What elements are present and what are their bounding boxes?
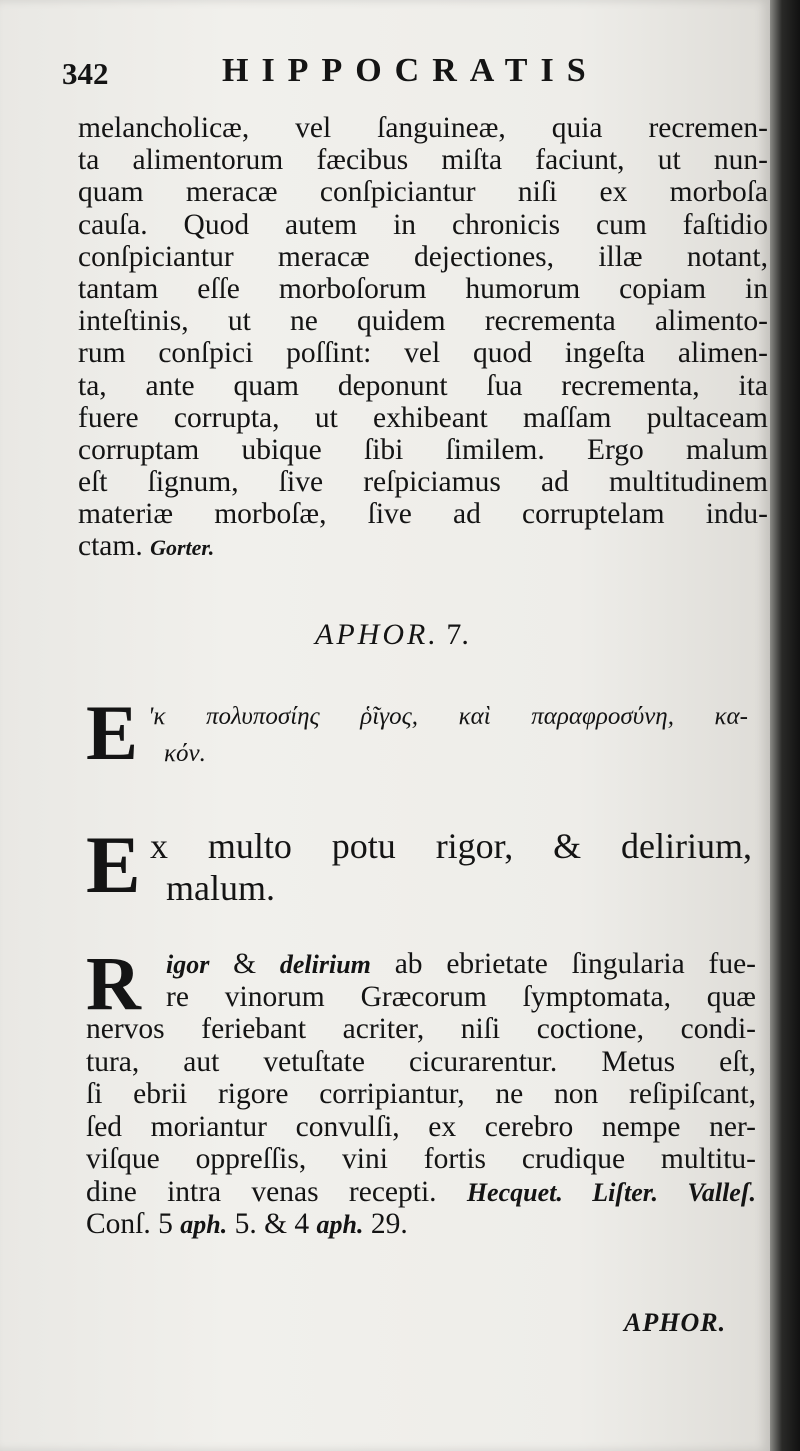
commentary-paragraph (86, 942, 757, 1241)
continuation-paragraph (78, 112, 768, 563)
latin-line: x multo potu rigor, & delirium, (150, 826, 752, 866)
text-line: tantam eſſe morboſorum humorum copiam in (78, 272, 768, 305)
commentary-line (166, 948, 756, 981)
commentary-line-last (86, 1208, 756, 1241)
commentary-line (86, 1176, 756, 1209)
citations: Hecquet. Liſter. Valleſ. (466, 1177, 757, 1207)
aphorism-heading-number: 7. (446, 618, 469, 651)
citation-aph: aph. (316, 1210, 364, 1239)
book-spine-edge (770, 0, 800, 1451)
text-line: corruptam ubique ſibi ſimilem. Ergo malum (78, 433, 768, 466)
commentary-line: viſque oppreſſis, vini fortis crudique multitu- (86, 1143, 756, 1175)
running-title: HIPPOCRATIS (222, 52, 599, 89)
greek-drop-cap: E (86, 689, 139, 776)
italic-term: igor (166, 950, 210, 979)
commentary-line: nervos feriebant acriter, niſi coctione, condi- (86, 1013, 756, 1045)
citation-conf: Conſ. (86, 1208, 151, 1240)
latin-aphorism (86, 819, 756, 916)
text-line: conſpiciantur meracæ dejectiones, illæ notant, (78, 240, 768, 273)
commentary-text: 5. & 4 (227, 1208, 317, 1240)
aphorism-heading (315, 618, 469, 652)
commentary-line: tura, aut vetuſtate cicurarentur. Metus eſt, (86, 1045, 756, 1078)
page-header (62, 52, 752, 92)
text-line: fuere corrupta, ut exhibeant maſſam pultaceam (78, 401, 768, 434)
commentary-text: ab ebrietate ſingularia fue- (370, 948, 756, 980)
text-line: cauſa. Quod autem in chronicis cum faſtidio (78, 208, 768, 241)
catchword: APHOR. (624, 1308, 727, 1337)
text-line: quam meracæ conſpiciantur niſi ex morboſa (78, 176, 768, 209)
text-line: materiæ morboſæ, ſive ad corruptelam indu- (78, 498, 768, 531)
latin-line: malum. (166, 868, 275, 908)
italic-term: delirium (279, 950, 371, 979)
latin-drop-cap: E (86, 819, 141, 910)
text-line: melancholicæ, vel ſanguineæ, quia recremen- (78, 112, 768, 144)
commentary-text: 29. (363, 1208, 408, 1240)
text-line: inteſtinis, ut ne quidem recrementa alimento- (78, 305, 768, 338)
citation-gorter: Gorter. (150, 535, 215, 561)
greek-line: 'κ πολυποσίης ῥῖγος, καὶ παραφροσύνη, κα- (148, 703, 748, 730)
text-line: ta alimentorum fæcibus miſta faciunt, ut nun- (78, 144, 768, 177)
commentary-drop-cap: R (86, 942, 141, 1026)
commentary-line: ſi ebrii rigore corripiantur, ne non reſipiſcant, (86, 1078, 756, 1110)
commentary-text: 5 (150, 1208, 181, 1240)
text-line: rum conſpici poſſint: vel quod ingeſta alimen- (78, 337, 768, 370)
commentary-line: ſed moriantur convulſi, ex cerebro nempe ner- (86, 1110, 756, 1143)
citation-aph: aph. (180, 1210, 228, 1239)
ampersand: & (209, 948, 280, 980)
commentary-text: dine intra venas recepti. (86, 1175, 467, 1208)
text-line: eſt ſignum, ſive reſpiciamus ad multitudinem (78, 466, 768, 499)
page-number: 342 (62, 56, 109, 91)
greek-line: κόν. (164, 740, 206, 767)
last-line-text: ctam. (78, 530, 143, 563)
text-line-last (78, 530, 768, 562)
greek-aphorism (86, 689, 756, 780)
commentary-line: re vinorum Græcorum ſymptomata, quæ (166, 980, 756, 1013)
aphorism-heading-label: APHOR. (315, 618, 439, 651)
text-line: ta, ante quam deponunt ſua recrementa, ita (78, 369, 768, 402)
